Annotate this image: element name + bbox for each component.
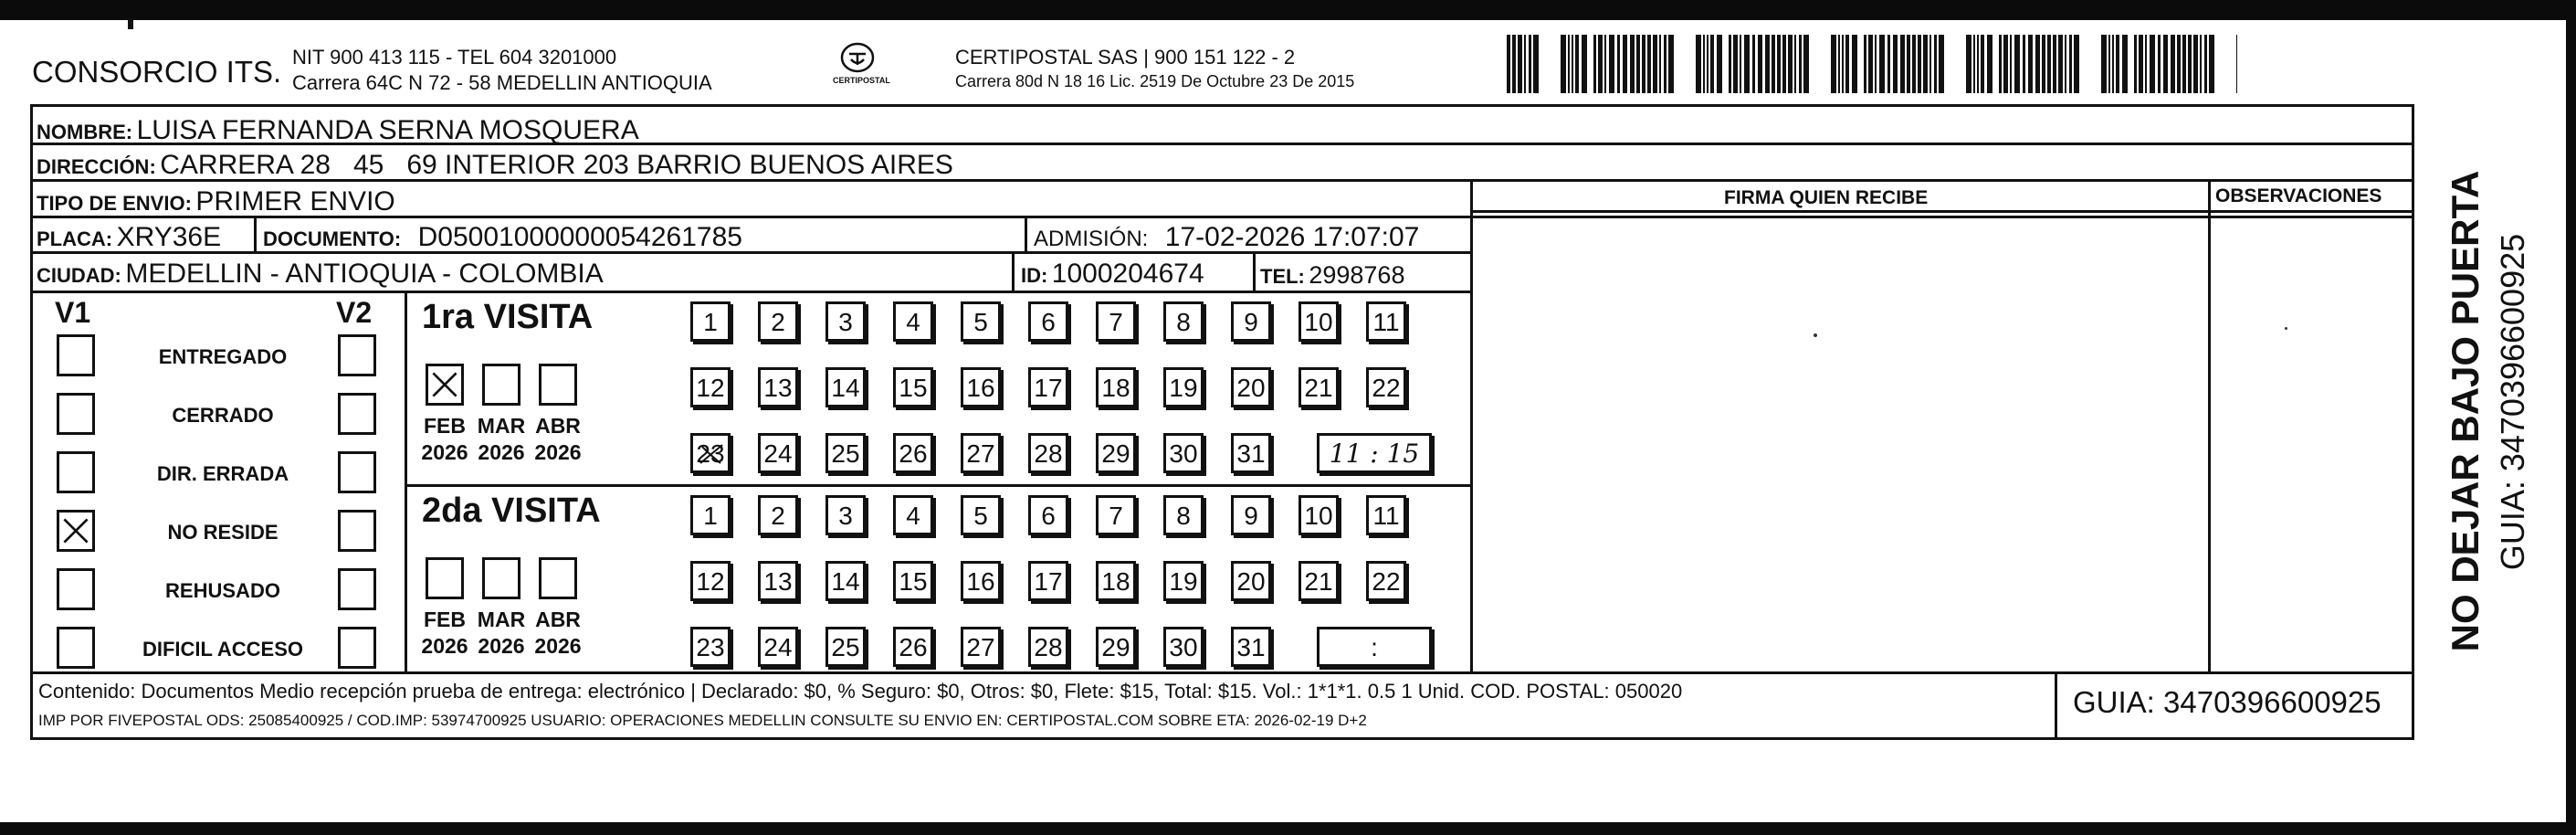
day-box[interactable]: 19 <box>1163 367 1204 407</box>
day-box[interactable]: 13 <box>758 367 798 407</box>
footer-imp: IMP POR FIVEPOSTAL ODS: 25085400925 / COD.IMP: 53974700925 USUARIO: OPERACIONES MEDELLIN CONSULTE SU ENVIO EN: CERTIPOSTAL.COM SOBRE ETA: 2026-02-19 D+2 <box>38 712 1367 729</box>
scan-edge-bottom <box>0 822 2576 835</box>
month-name: MAR <box>477 608 526 631</box>
ciudad-label: CIUDAD: <box>37 264 121 287</box>
direccion-label: DIRECCIÓN: <box>37 155 156 178</box>
day-box[interactable]: 12 <box>690 367 731 407</box>
status-option-label: NO RESIDE <box>167 521 279 544</box>
month-checkbox[interactable] <box>539 557 577 599</box>
tel-cell <box>1260 263 1404 288</box>
day-number: 23 <box>696 439 725 468</box>
day-box[interactable]: 14 <box>825 367 866 407</box>
tel-value: 2998768 <box>1309 261 1405 289</box>
day-box[interactable]: 30 <box>1163 433 1204 473</box>
v2-checkbox[interactable] <box>338 451 376 493</box>
day-box[interactable]: 20 <box>1231 561 1271 601</box>
v2-checkbox[interactable] <box>338 334 376 376</box>
month-checkbox[interactable] <box>482 364 520 406</box>
v1-checkbox[interactable] <box>57 568 95 610</box>
day-box[interactable]: 21 <box>1299 561 1339 601</box>
certipostal-logo-icon <box>838 42 877 73</box>
day-box[interactable]: 31 <box>1231 433 1271 473</box>
month-checkbox[interactable] <box>539 364 577 406</box>
day-box[interactable]: 13 <box>758 561 798 601</box>
v1-checkbox[interactable] <box>57 334 95 376</box>
day-box[interactable]: 8 <box>1163 495 1204 535</box>
month-label <box>474 607 529 660</box>
day-box[interactable]: 7 <box>1096 495 1136 535</box>
placa-label: PLACA: <box>37 227 113 250</box>
day-box[interactable]: 8 <box>1163 301 1204 342</box>
v1-checkbox[interactable] <box>57 627 95 669</box>
day-box[interactable]: 22 <box>1366 561 1406 601</box>
day-box[interactable]: 27 <box>961 627 1001 667</box>
day-box[interactable]: 1 <box>690 301 731 342</box>
tel-label: TEL: <box>1260 265 1305 288</box>
carrier-line: CERTIPOSTAL SAS | 900 151 122 - 2 <box>955 46 1296 69</box>
company-name: CONSORCIO ITS. <box>32 55 282 89</box>
carrier-license: Carrera 80d N 18 16 Lic. 2519 De Octubre 23 De 2015 <box>955 72 1355 90</box>
tracking-barcode <box>1507 35 2237 93</box>
day-box[interactable]: 6 <box>1028 301 1068 342</box>
day-box[interactable]: 4 <box>893 301 933 342</box>
day-box[interactable]: 10 <box>1299 301 1339 342</box>
day-box[interactable]: 2 <box>758 301 798 342</box>
day-box[interactable]: 19 <box>1163 561 1204 601</box>
day-box[interactable]: 14 <box>825 561 866 601</box>
id-cell <box>1021 260 1204 288</box>
month-name: ABR <box>535 414 581 438</box>
v1-checkbox[interactable] <box>57 451 95 493</box>
day-box[interactable]: 16 <box>961 561 1001 601</box>
day-box[interactable]: 9 <box>1231 495 1271 535</box>
visit-1-title: 1ra VISITA <box>422 298 594 336</box>
month-year: 2026 <box>478 439 525 464</box>
day-box[interactable]: 2 <box>758 495 798 535</box>
day-box[interactable]: 29 <box>1096 433 1136 473</box>
day-box[interactable]: 3 <box>825 301 866 342</box>
day-box[interactable]: 26 <box>893 433 933 473</box>
admision-label: ADMISIÓN: <box>1034 227 1149 251</box>
month-year: 2026 <box>478 633 525 658</box>
speck <box>128 18 133 29</box>
firma-header: FIRMA QUIEN RECIBE <box>1724 187 1929 208</box>
day-box[interactable]: 24 <box>758 433 798 473</box>
day-box[interactable]: 10 <box>1299 495 1339 535</box>
day-box[interactable]: 12 <box>690 561 731 601</box>
month-name: MAR <box>477 414 526 438</box>
day-box[interactable]: 29 <box>1096 627 1136 667</box>
nombre-label: NOMBRE: <box>37 121 133 143</box>
day-box[interactable]: 18 <box>1096 561 1136 601</box>
day-box[interactable]: 5 <box>961 301 1001 342</box>
day-box[interactable]: 30 <box>1163 627 1204 667</box>
day-box[interactable]: 6 <box>1028 495 1068 535</box>
day-box[interactable]: 25 <box>825 433 866 473</box>
day-box[interactable]: 25 <box>825 627 866 667</box>
status-option-label: ENTREGADO <box>158 345 288 368</box>
documento-cell <box>263 224 742 251</box>
direccion-value: CARRERA 28 45 69 INTERIOR 203 BARRIO BUENOS AIRES <box>160 150 953 180</box>
month-name: FEB <box>424 414 466 438</box>
certipostal-logo-text: CERTIPOSTAL <box>833 76 890 85</box>
day-box[interactable]: 27 <box>961 433 1001 473</box>
day-box[interactable]: 5 <box>961 495 1001 535</box>
status-option-label: DIFICIL ACCESO <box>142 638 303 661</box>
day-box[interactable]: 18 <box>1096 367 1136 407</box>
id-label: ID: <box>1021 264 1048 287</box>
tipo-envio-value: PRIMER ENVIO <box>195 186 395 217</box>
month-checkbox[interactable] <box>482 557 520 599</box>
day-box[interactable]: 7 <box>1096 301 1136 342</box>
day-scribble-icon <box>693 436 728 470</box>
documento-label: DOCUMENTO: <box>263 227 402 250</box>
direccion-row <box>37 152 953 179</box>
visit-time-field[interactable]: 11 : 15 <box>1317 433 1432 473</box>
tipo-envio-label: TIPO DE ENVIO: <box>37 192 192 215</box>
day-box[interactable]: 3 <box>825 495 866 535</box>
day-box[interactable]: 15 <box>893 367 933 407</box>
month-year: 2026 <box>421 439 468 464</box>
nombre-value: LUISA FERNANDA SERNA MOSQUERA <box>136 115 639 145</box>
visit-2-title: 2da VISITA <box>422 491 601 530</box>
admision-value: 17-02-2026 17:07:07 <box>1164 222 1420 252</box>
status-option-label: REHUSADO <box>165 579 280 602</box>
day-box[interactable]: 1 <box>690 495 731 535</box>
day-box[interactable]: 16 <box>961 367 1001 407</box>
day-box[interactable]: 17 <box>1028 367 1068 407</box>
month-label <box>474 413 529 466</box>
day-box[interactable]: 9 <box>1231 301 1271 342</box>
day-box[interactable] <box>690 433 731 473</box>
status-option-label: DIR. ERRADA <box>156 462 289 485</box>
day-box[interactable]: 28 <box>1028 433 1068 473</box>
day-box[interactable]: 22 <box>1366 367 1406 407</box>
month-year: 2026 <box>421 633 468 658</box>
v2-checkbox[interactable] <box>338 510 376 552</box>
month-name: ABR <box>535 608 581 631</box>
v1-header: V1 <box>55 296 91 329</box>
id-value: 1000204674 <box>1051 259 1204 289</box>
company-address: Carrera 64C N 72 - 58 MEDELLIN ANTIOQUIA <box>292 71 712 94</box>
ciudad-value: MEDELLIN - ANTIOQUIA - COLOMBIA <box>125 259 604 289</box>
status-option-label: CERRADO <box>172 404 274 427</box>
scan-edge-top <box>0 0 2576 20</box>
side-guia: GUIA: 3470396600925 <box>2494 233 2531 571</box>
footer-guia: GUIA: 3470396600925 <box>2073 685 2381 719</box>
day-box[interactable]: 11 <box>1366 495 1406 535</box>
month-label <box>417 413 472 466</box>
placa-cell <box>37 224 221 251</box>
placa-value: XRY36E <box>116 222 222 252</box>
v2-header: V2 <box>336 296 373 329</box>
day-box[interactable]: 11 <box>1366 301 1406 342</box>
day-box[interactable]: 31 <box>1231 627 1271 667</box>
nombre-row <box>37 117 639 144</box>
speck <box>1814 333 1817 337</box>
day-box[interactable]: 26 <box>893 627 933 667</box>
day-box[interactable]: 28 <box>1028 627 1068 667</box>
observaciones-header: OBSERVACIONES <box>2215 185 2382 206</box>
day-box[interactable]: 15 <box>893 561 933 601</box>
v2-checkbox[interactable] <box>338 568 376 610</box>
documento-value: D05001000000054261785 <box>417 222 742 252</box>
month-label <box>531 413 585 466</box>
v2-checkbox[interactable] <box>338 627 376 669</box>
tipo-envio-row <box>37 188 395 216</box>
day-box[interactable]: 20 <box>1231 367 1271 407</box>
speck <box>2285 327 2287 330</box>
day-box[interactable]: 17 <box>1028 561 1068 601</box>
side-notice: NO DEJAR BAJO PUERTA <box>2444 170 2487 652</box>
v1-checkbox[interactable] <box>57 393 95 435</box>
month-year: 2026 <box>534 633 582 658</box>
month-label <box>531 607 585 660</box>
day-box[interactable]: 23 <box>690 627 731 667</box>
visit-time-field[interactable]: : <box>1317 627 1432 667</box>
day-box[interactable]: 21 <box>1299 367 1339 407</box>
month-checkbox[interactable] <box>426 557 464 599</box>
admision-cell <box>1034 224 1419 251</box>
month-year: 2026 <box>534 439 582 464</box>
day-box[interactable]: 4 <box>893 495 933 535</box>
ciudad-cell <box>37 260 604 288</box>
month-label <box>417 607 472 660</box>
month-checkbox[interactable] <box>426 364 464 406</box>
v1-checkbox[interactable] <box>57 510 95 552</box>
footer-contenido: Contenido: Documentos Medio recepción prueba de entrega: electrónico | Declarado: $0, % Seguro: $0, Otros: $0, Flete: $15, Total: $15. Vol.: 1*1*1. 0.5 1 Unid. COD. POSTAL: 050020 <box>38 680 1683 703</box>
day-box[interactable]: 24 <box>758 627 798 667</box>
month-name: FEB <box>424 608 466 631</box>
v2-checkbox[interactable] <box>338 393 376 435</box>
company-nit: NIT 900 413 115 - TEL 604 3201000 <box>292 46 617 69</box>
scan-edge-right <box>2566 0 2576 835</box>
